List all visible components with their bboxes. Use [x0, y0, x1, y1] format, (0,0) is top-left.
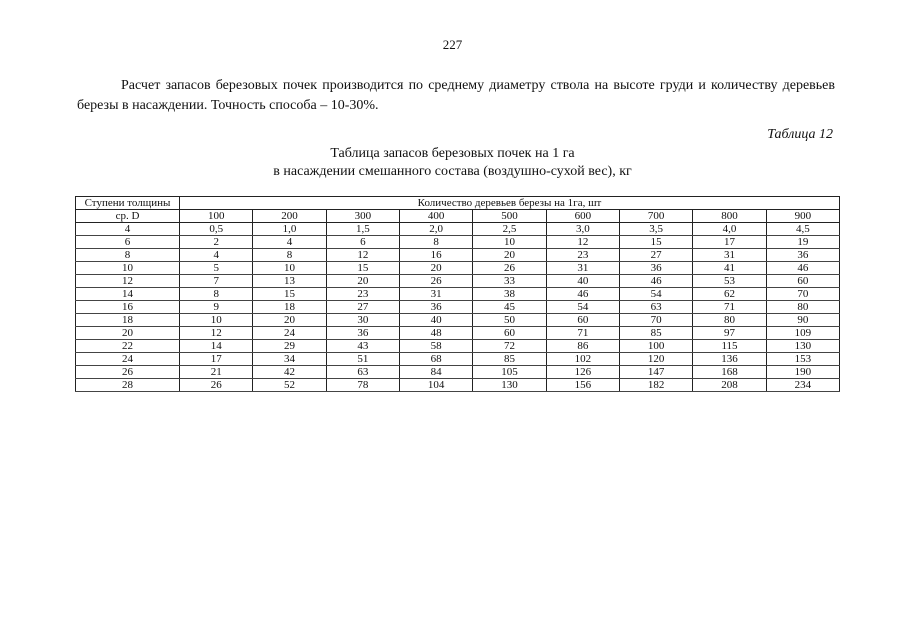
- body-paragraph: Расчет запасов березовых почек производится по среднему диаметру ствола на высоте груди и количеству деревьев березы в насаждении. Точность способа – 10-30%.: [77, 78, 835, 113]
- diameter-cell: 18: [76, 314, 180, 327]
- value-cell: 102: [546, 353, 619, 366]
- table-row: [76, 353, 840, 366]
- value-cell: 16: [400, 249, 473, 262]
- header-tree-count: 300: [326, 210, 399, 223]
- value-cell: 10: [473, 236, 546, 249]
- value-cell: 36: [766, 249, 839, 262]
- value-cell: 52: [253, 379, 326, 392]
- value-cell: 90: [766, 314, 839, 327]
- value-cell: 34: [253, 353, 326, 366]
- value-cell: 4: [253, 236, 326, 249]
- value-cell: 21: [180, 366, 253, 379]
- table-title-line-1: Таблица запасов березовых почек на 1 га: [330, 146, 575, 161]
- value-cell: 70: [620, 314, 693, 327]
- value-cell: 70: [766, 288, 839, 301]
- value-cell: 46: [620, 275, 693, 288]
- header-tree-count-group: Количество деревьев березы на 1га, шт: [180, 197, 840, 210]
- header-tree-count: 500: [473, 210, 546, 223]
- value-cell: 136: [693, 353, 766, 366]
- value-cell: 78: [326, 379, 399, 392]
- value-cell: 17: [180, 353, 253, 366]
- value-cell: 4: [180, 249, 253, 262]
- table-label: Таблица 12: [767, 127, 833, 142]
- diameter-cell: 8: [76, 249, 180, 262]
- value-cell: 8: [180, 288, 253, 301]
- value-cell: 38: [473, 288, 546, 301]
- table-row: [76, 288, 840, 301]
- value-cell: 27: [620, 249, 693, 262]
- value-cell: 31: [546, 262, 619, 275]
- table-title: [0, 145, 905, 181]
- value-cell: 5: [180, 262, 253, 275]
- value-cell: 84: [400, 366, 473, 379]
- value-cell: 10: [253, 262, 326, 275]
- value-cell: 29: [253, 340, 326, 353]
- table-row: [76, 236, 840, 249]
- value-cell: 86: [546, 340, 619, 353]
- value-cell: 30: [326, 314, 399, 327]
- diameter-cell: 12: [76, 275, 180, 288]
- value-cell: 45: [473, 301, 546, 314]
- value-cell: 17: [693, 236, 766, 249]
- value-cell: 115: [693, 340, 766, 353]
- table-row: [76, 314, 840, 327]
- value-cell: 13: [253, 275, 326, 288]
- value-cell: 190: [766, 366, 839, 379]
- value-cell: 41: [693, 262, 766, 275]
- value-cell: 50: [473, 314, 546, 327]
- value-cell: 19: [766, 236, 839, 249]
- value-cell: 85: [473, 353, 546, 366]
- diameter-cell: 4: [76, 223, 180, 236]
- diameter-cell: 20: [76, 327, 180, 340]
- value-cell: 0,5: [180, 223, 253, 236]
- table-header-row: [76, 197, 840, 210]
- value-cell: 33: [473, 275, 546, 288]
- value-cell: 168: [693, 366, 766, 379]
- table-row: [76, 249, 840, 262]
- header-tree-count: 100: [180, 210, 253, 223]
- value-cell: 43: [326, 340, 399, 353]
- value-cell: 18: [253, 301, 326, 314]
- value-cell: 40: [546, 275, 619, 288]
- value-cell: 97: [693, 327, 766, 340]
- value-cell: 85: [620, 327, 693, 340]
- header-diameter-label: ср. D: [76, 210, 180, 223]
- value-cell: 130: [473, 379, 546, 392]
- table-body: [76, 223, 840, 392]
- value-cell: 20: [326, 275, 399, 288]
- header-tree-count: 600: [546, 210, 619, 223]
- value-cell: 58: [400, 340, 473, 353]
- value-cell: 60: [766, 275, 839, 288]
- value-cell: 120: [620, 353, 693, 366]
- value-cell: 8: [400, 236, 473, 249]
- value-cell: 27: [326, 301, 399, 314]
- diameter-cell: 22: [76, 340, 180, 353]
- value-cell: 40: [400, 314, 473, 327]
- value-cell: 9: [180, 301, 253, 314]
- value-cell: 156: [546, 379, 619, 392]
- value-cell: 71: [546, 327, 619, 340]
- value-cell: 153: [766, 353, 839, 366]
- value-cell: 3,5: [620, 223, 693, 236]
- header-tree-count: 800: [693, 210, 766, 223]
- value-cell: 60: [473, 327, 546, 340]
- diameter-cell: 26: [76, 366, 180, 379]
- diameter-cell: 6: [76, 236, 180, 249]
- value-cell: 68: [400, 353, 473, 366]
- value-cell: 53: [693, 275, 766, 288]
- table-subheader-row: [76, 210, 840, 223]
- table-row: [76, 340, 840, 353]
- value-cell: 36: [400, 301, 473, 314]
- value-cell: 23: [326, 288, 399, 301]
- value-cell: 36: [326, 327, 399, 340]
- table-row: [76, 223, 840, 236]
- value-cell: 31: [400, 288, 473, 301]
- value-cell: 4,5: [766, 223, 839, 236]
- table-title-line-2: в насаждении смешанного состава (воздушно-сухой вес), кг: [273, 164, 632, 179]
- value-cell: 130: [766, 340, 839, 353]
- value-cell: 42: [253, 366, 326, 379]
- value-cell: 54: [546, 301, 619, 314]
- table-row: [76, 301, 840, 314]
- value-cell: 104: [400, 379, 473, 392]
- value-cell: 51: [326, 353, 399, 366]
- diameter-cell: 14: [76, 288, 180, 301]
- diameter-cell: 10: [76, 262, 180, 275]
- value-cell: 20: [400, 262, 473, 275]
- value-cell: 14: [180, 340, 253, 353]
- value-cell: 12: [180, 327, 253, 340]
- value-cell: 7: [180, 275, 253, 288]
- diameter-cell: 16: [76, 301, 180, 314]
- value-cell: 24: [253, 327, 326, 340]
- value-cell: 80: [766, 301, 839, 314]
- header-tree-count: 200: [253, 210, 326, 223]
- value-cell: 80: [693, 314, 766, 327]
- header-tree-count: 900: [766, 210, 839, 223]
- value-cell: 12: [546, 236, 619, 249]
- value-cell: 2,0: [400, 223, 473, 236]
- value-cell: 20: [473, 249, 546, 262]
- value-cell: 6: [326, 236, 399, 249]
- value-cell: 10: [180, 314, 253, 327]
- diameter-cell: 28: [76, 379, 180, 392]
- value-cell: 36: [620, 262, 693, 275]
- value-cell: 26: [400, 275, 473, 288]
- table-row: [76, 327, 840, 340]
- value-cell: 4,0: [693, 223, 766, 236]
- value-cell: 15: [620, 236, 693, 249]
- diameter-cell: 24: [76, 353, 180, 366]
- value-cell: 234: [766, 379, 839, 392]
- value-cell: 26: [180, 379, 253, 392]
- value-cell: 63: [620, 301, 693, 314]
- value-cell: 23: [546, 249, 619, 262]
- value-cell: 1,5: [326, 223, 399, 236]
- value-cell: 15: [326, 262, 399, 275]
- value-cell: 1,0: [253, 223, 326, 236]
- value-cell: 105: [473, 366, 546, 379]
- value-cell: 31: [693, 249, 766, 262]
- header-thickness-label: Ступени толщины: [76, 197, 180, 210]
- data-table: [75, 196, 840, 392]
- page-number: 227: [442, 37, 463, 52]
- table-row: [76, 366, 840, 379]
- value-cell: 147: [620, 366, 693, 379]
- value-cell: 48: [400, 327, 473, 340]
- value-cell: 46: [766, 262, 839, 275]
- table-row: [76, 275, 840, 288]
- value-cell: 63: [326, 366, 399, 379]
- table-row: [76, 262, 840, 275]
- table-row: [76, 379, 840, 392]
- value-cell: 2,5: [473, 223, 546, 236]
- value-cell: 46: [546, 288, 619, 301]
- value-cell: 12: [326, 249, 399, 262]
- value-cell: 72: [473, 340, 546, 353]
- header-tree-count: 700: [620, 210, 693, 223]
- value-cell: 20: [253, 314, 326, 327]
- value-cell: 126: [546, 366, 619, 379]
- value-cell: 3,0: [546, 223, 619, 236]
- value-cell: 109: [766, 327, 839, 340]
- header-tree-count: 400: [400, 210, 473, 223]
- value-cell: 71: [693, 301, 766, 314]
- value-cell: 208: [693, 379, 766, 392]
- value-cell: 60: [546, 314, 619, 327]
- value-cell: 8: [253, 249, 326, 262]
- value-cell: 26: [473, 262, 546, 275]
- value-cell: 2: [180, 236, 253, 249]
- value-cell: 182: [620, 379, 693, 392]
- value-cell: 54: [620, 288, 693, 301]
- value-cell: 100: [620, 340, 693, 353]
- value-cell: 62: [693, 288, 766, 301]
- value-cell: 15: [253, 288, 326, 301]
